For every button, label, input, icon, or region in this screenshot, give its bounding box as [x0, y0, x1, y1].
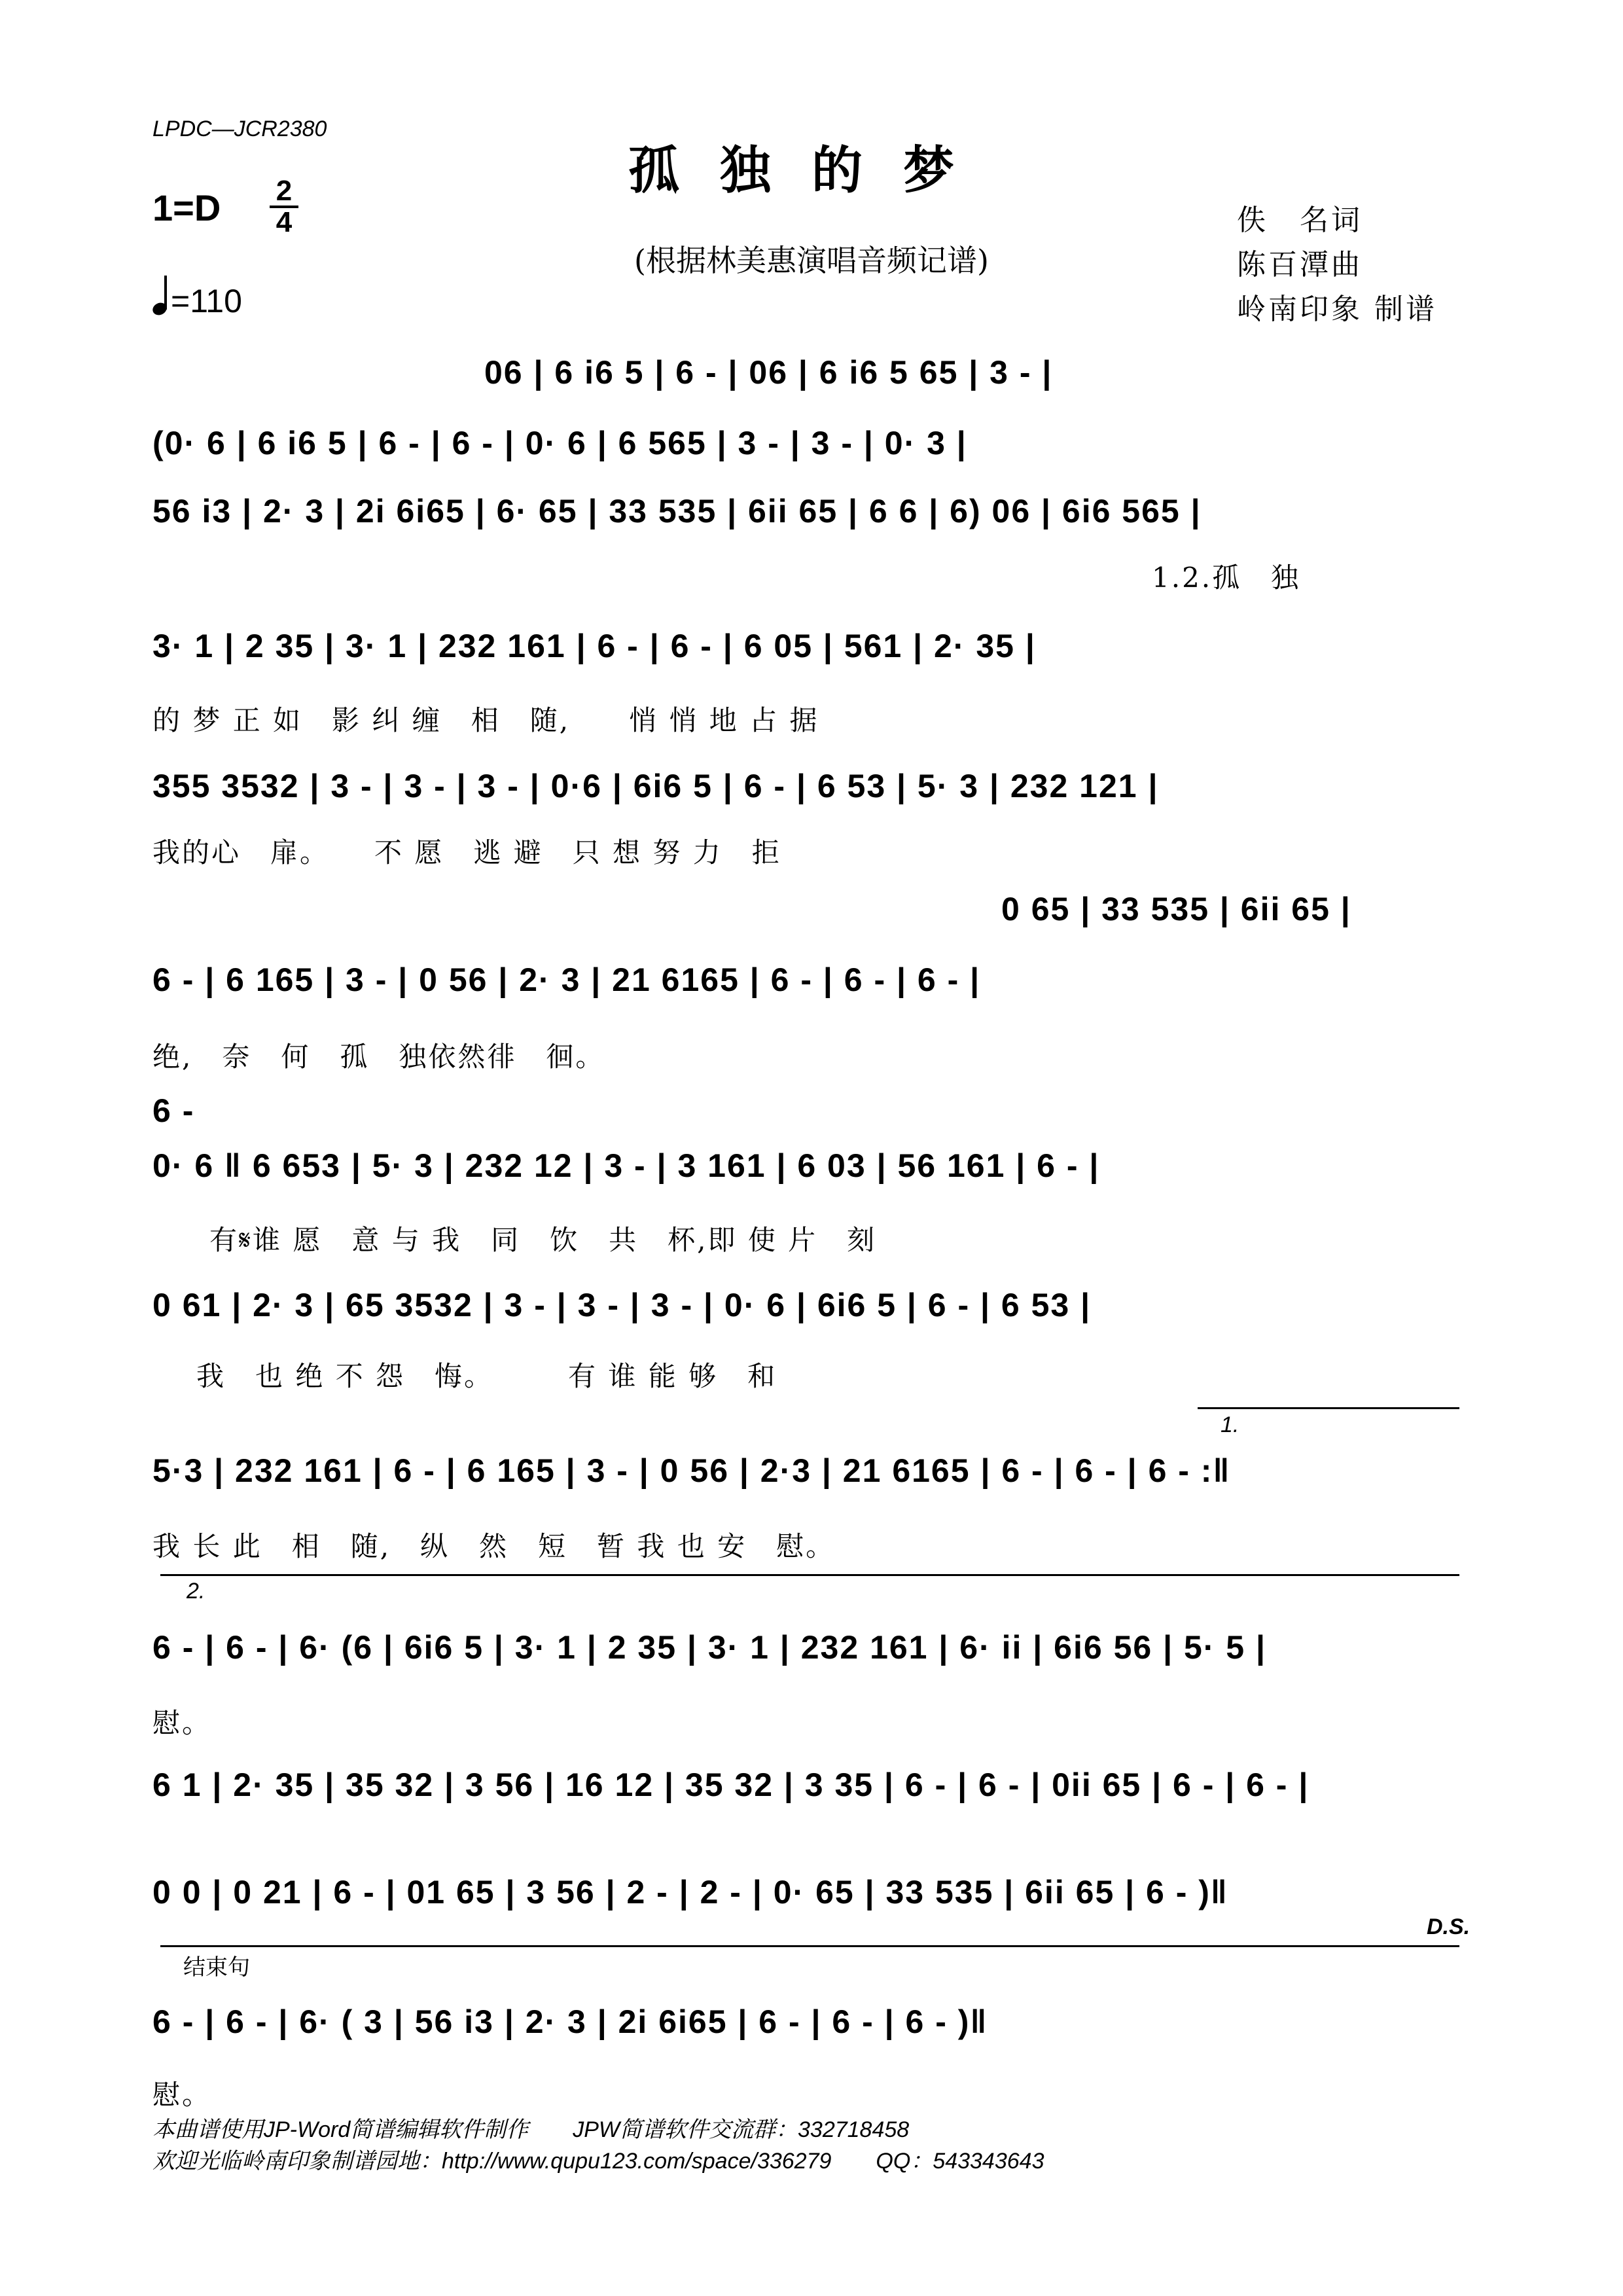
staff-line-4: 3· 1 | 2 35 | 3· 1 | 232 161 | 6 - | 6 - | 6 05 | 561 | 2· 35 |	[152, 628, 1036, 664]
volta-1-label: 1.	[1221, 1412, 1240, 1437]
time-signature	[270, 175, 298, 238]
staff-line-7: 6 - | 6 165 | 3 - | 0 56 | 2· 3 | 21 6165 | 6 - | 6 - | 6 - |	[152, 961, 981, 998]
footer-line-2: 欢迎光临岭南印象制谱园地：http://www.qupu123.com/space/336279 QQ：543343643	[152, 2149, 1044, 2174]
staff-line-1: 06 | 6 i6 5 | 6 - | 06 | 6 i6 5 65 | 3 - |	[484, 354, 1053, 391]
footer-line-1: 本曲谱使用JP-Word简谱编辑软件制作 JPW简谱软件交流群：332718458	[152, 2117, 910, 2142]
arranger-credit: 岭南印象 制谱	[1237, 293, 1437, 326]
lyric-line-3: 1.2.孤 独	[1152, 562, 1301, 594]
volta-2-label: 2.	[187, 1579, 205, 1604]
staff-line-11: 5·3 | 232 161 | 6 - | 6 165 | 3 - | 0 56 | 2·3 | 21 6165 | 6 - | 6 - | 6 - :‖	[152, 1452, 1231, 1489]
lyric-line-12: 慰。	[152, 1707, 212, 1739]
subtitle: (根据林美惠演唱音频记谱)	[634, 243, 989, 278]
volta-2-bracket	[160, 1574, 1459, 1576]
lyric-line-5: 我的心 扉。 不 愿 逃 避 只 想 努 力 拒	[152, 836, 781, 869]
staff-line-8: 6 -	[152, 1092, 195, 1129]
score-code: LPDC—JCR2380	[152, 117, 327, 141]
lyricist-credit: 佚 名词	[1237, 204, 1363, 237]
tempo-marking	[152, 278, 242, 320]
time-signature-top: 2	[276, 175, 293, 207]
lyric-line-9: 有𝄋谁 愿 意 与 我 同 饮 共 杯,即 使 片 刻	[209, 1224, 877, 1256]
lyric-line-4: 的 梦 正 如 影 纠 缠 相 随, 悄 悄 地 占 据	[152, 704, 819, 736]
staff-line-10: 0 61 | 2· 3 | 65 3532 | 3 - | 3 - | 3 - | 0· 6 | 6i6 5 | 6 - | 6 53 |	[152, 1287, 1092, 1323]
page-title: 孤独的梦	[628, 141, 995, 200]
staff-line-6: 0 65 | 33 535 | 6ii 65 |	[1001, 891, 1351, 927]
time-signature-bottom: 4	[276, 206, 293, 238]
staff-line-9: 0· 6 ‖ 6 653 | 5· 3 | 232 12 | 3 - | 3 161 | 6 03 | 56 161 | 6 - |	[152, 1147, 1100, 1184]
staff-line-15: 6 - | 6 - | 6· ( 3 | 56 i3 | 2· 3 | 2i 6i65 | 6 - | 6 - | 6 - )‖	[152, 2003, 988, 2040]
coda-bracket	[160, 1945, 1459, 1947]
staff-line-3: 56 i3 | 2· 3 | 2i 6i65 | 6· 65 | 33 535 | 6ii 65 | 6 6 | 6) 06 | 6i6 565 |	[152, 493, 1202, 529]
staff-line-5: 355 3532 | 3 - | 3 - | 3 - | 0·6 | 6i6 5 | 6 - | 6 53 | 5· 3 | 232 121 |	[152, 768, 1159, 804]
staff-line-12: 6 - | 6 - | 6· (6 | 6i6 5 | 3· 1 | 2 35 | 3· 1 | 232 161 | 6· ii | 6i6 56 | 5· 5 |	[152, 1629, 1266, 1666]
composer-credit: 陈百潭曲	[1237, 248, 1363, 281]
staff-line-2: (0· 6 | 6 i6 5 | 6 - | 6 - | 0· 6 | 6 565 | 3 - | 3 - | 0· 3 |	[152, 425, 967, 461]
tempo-value: =110	[171, 283, 242, 319]
quarter-note-stem	[164, 276, 167, 310]
staff-line-14: 0 0 | 0 21 | 6 - | 01 65 | 3 56 | 2 - | 2 - | 0· 65 | 33 535 | 6ii 65 | 6 - )‖	[152, 1874, 1228, 1910]
lyric-line-7: 绝, 奈 何 孤 独依然徘 徊。	[152, 1041, 605, 1073]
volta-1-bracket	[1198, 1407, 1459, 1409]
staff-line-13: 6 1 | 2· 35 | 35 32 | 3 56 | 16 12 | 35 32 | 3 35 | 6 - | 6 - | 0ii 65 | 6 - | 6 - |	[152, 1767, 1310, 1803]
key-signature: 1=D	[152, 187, 221, 228]
ds-marking: D.S.	[1427, 1914, 1471, 1939]
lyric-line-10: 我 也 绝 不 怨 悔。 有 谁 能 够 和	[196, 1360, 777, 1392]
lyric-line-11: 我 长 此 相 随, 纵 然 短 暂 我 也 安 慰。	[152, 1530, 836, 1562]
coda-label: 结束句	[183, 1954, 250, 1981]
lyric-line-15: 慰。	[152, 2079, 212, 2111]
